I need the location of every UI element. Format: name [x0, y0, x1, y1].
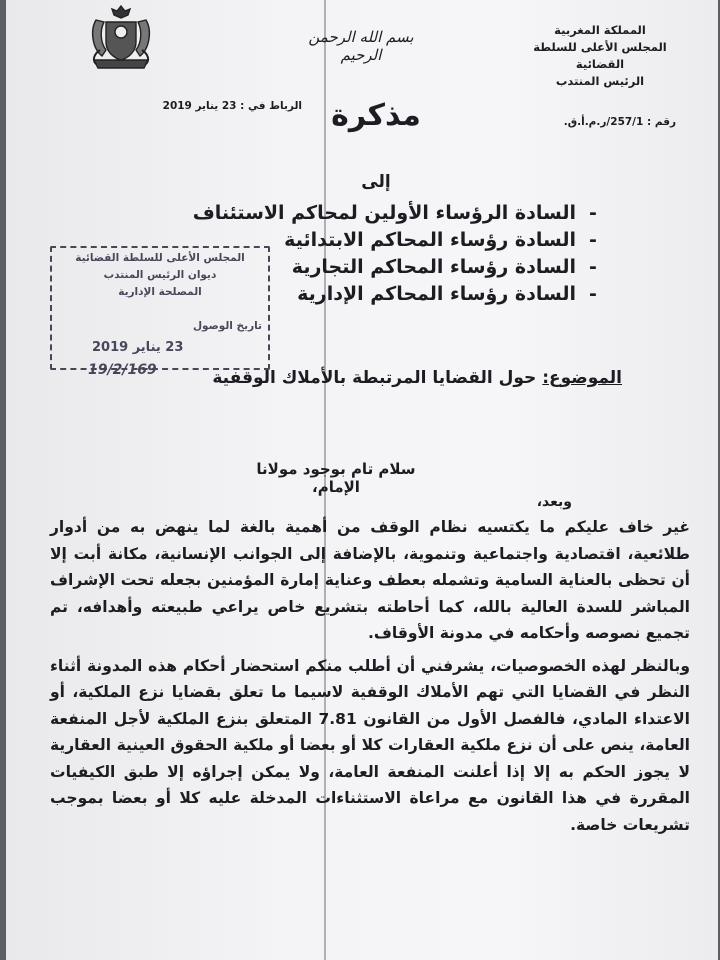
body-paragraph: وبالنظر لهذه الخصوصيات، يشرفني أن أطلب منكم استحضار أحكام هذه المدونة أثناء النظر في القضايا التي تهم الأملاك الوقفية لاسيما ما تعلق بقضايا نزع الملكية، أو الاعتداء المادي، فالفصل الأول من القانون 7.81 المتعلق بنزع الملكية لأجل المنفعة العامة، ينص على أن نزع ملكية العقارات كلا أو بعضا أو ملكية الحقوق العينية العقارية لا يجوز الحكم به إلا إذا أعلنت المنفعة العامة، ولا يمكن إجراؤه إلا طبق الكيفيات المقررة في هذا القانون مع مراعاة الاستثناءات المدخلة عليه كلا أو بعضا بموجب تشريعات خاصة.: [50, 656, 690, 834]
recipient-item: -السادة الرؤساء الأولين لمحاكم الاستئناف: [192, 202, 597, 224]
letter-body: [50, 514, 690, 844]
addressee-label: إلى: [361, 172, 391, 192]
basmala: بسم الله الرحمن الرحيم: [308, 28, 414, 64]
opening: وبعد،: [536, 494, 572, 510]
greeting: سلام تام بوجود مولانا الإمام،: [256, 460, 416, 496]
stamp-cabinet: ديوان الرئيس المنتدب: [103, 269, 217, 281]
date-reference: الرباط في : 23 يناير 2019: [162, 100, 302, 112]
memo-page: [6, 0, 718, 960]
moroccan-coat-of-arms-icon: [86, 2, 156, 72]
number-reference: رقم : 257/1/ر.م.أ.ق.: [563, 116, 676, 128]
kingdom-label: المملكة المغربية: [554, 23, 646, 37]
council-label: المجلس الأعلى للسلطة القضائية: [533, 40, 667, 71]
subject-text: حول القضايا المرتبطة بالأملاك الوقفية: [212, 368, 537, 388]
reception-stamp: [50, 246, 270, 378]
subject-line: [62, 368, 622, 388]
stamp-date-label: تاريخ الوصول: [192, 320, 262, 332]
delegate-label: الرئيس المنتدب: [555, 74, 645, 88]
stamp-service: المصلحة الإدارية: [118, 286, 202, 298]
memo-title: مذكرة: [331, 98, 421, 133]
stamp-date-value: 23 يناير 2019: [92, 340, 184, 355]
stamp-council: المجلس الأعلى للسلطة القضائية: [75, 252, 245, 264]
recipient-item: -السادة رؤساء المحاكم الابتدائية: [284, 229, 597, 251]
stamp-registration-number: 19/2/169: [88, 362, 157, 378]
recipient-item: -السادة رؤساء المحاكم التجارية: [291, 256, 597, 278]
issuer-header: [510, 22, 690, 90]
body-paragraph: غير خاف عليكم ما يكتسيه نظام الوقف من أهمية بالغة لما ينهض به من أدوار طلائعية، اقتصادية واجتماعية وتنموية، بالإضافة إلى الجوانب الإنسانية، مكانة أبت إلا أن تحظى بالعناية السامية وتشمله بعطف وعناية إمارة المؤمنين بجعله تحت الإشراف المباشر للسدة العالية بالله، كما أحاطته بتشريع خاص يراعي طبيعته وأهدافه، تم تجميع نصوصه وأحكامه في مدونة الأوقاف.: [50, 518, 690, 642]
subject-label: الموضوع:: [542, 368, 622, 388]
recipient-item: -السادة رؤساء المحاكم الإدارية: [297, 283, 597, 305]
